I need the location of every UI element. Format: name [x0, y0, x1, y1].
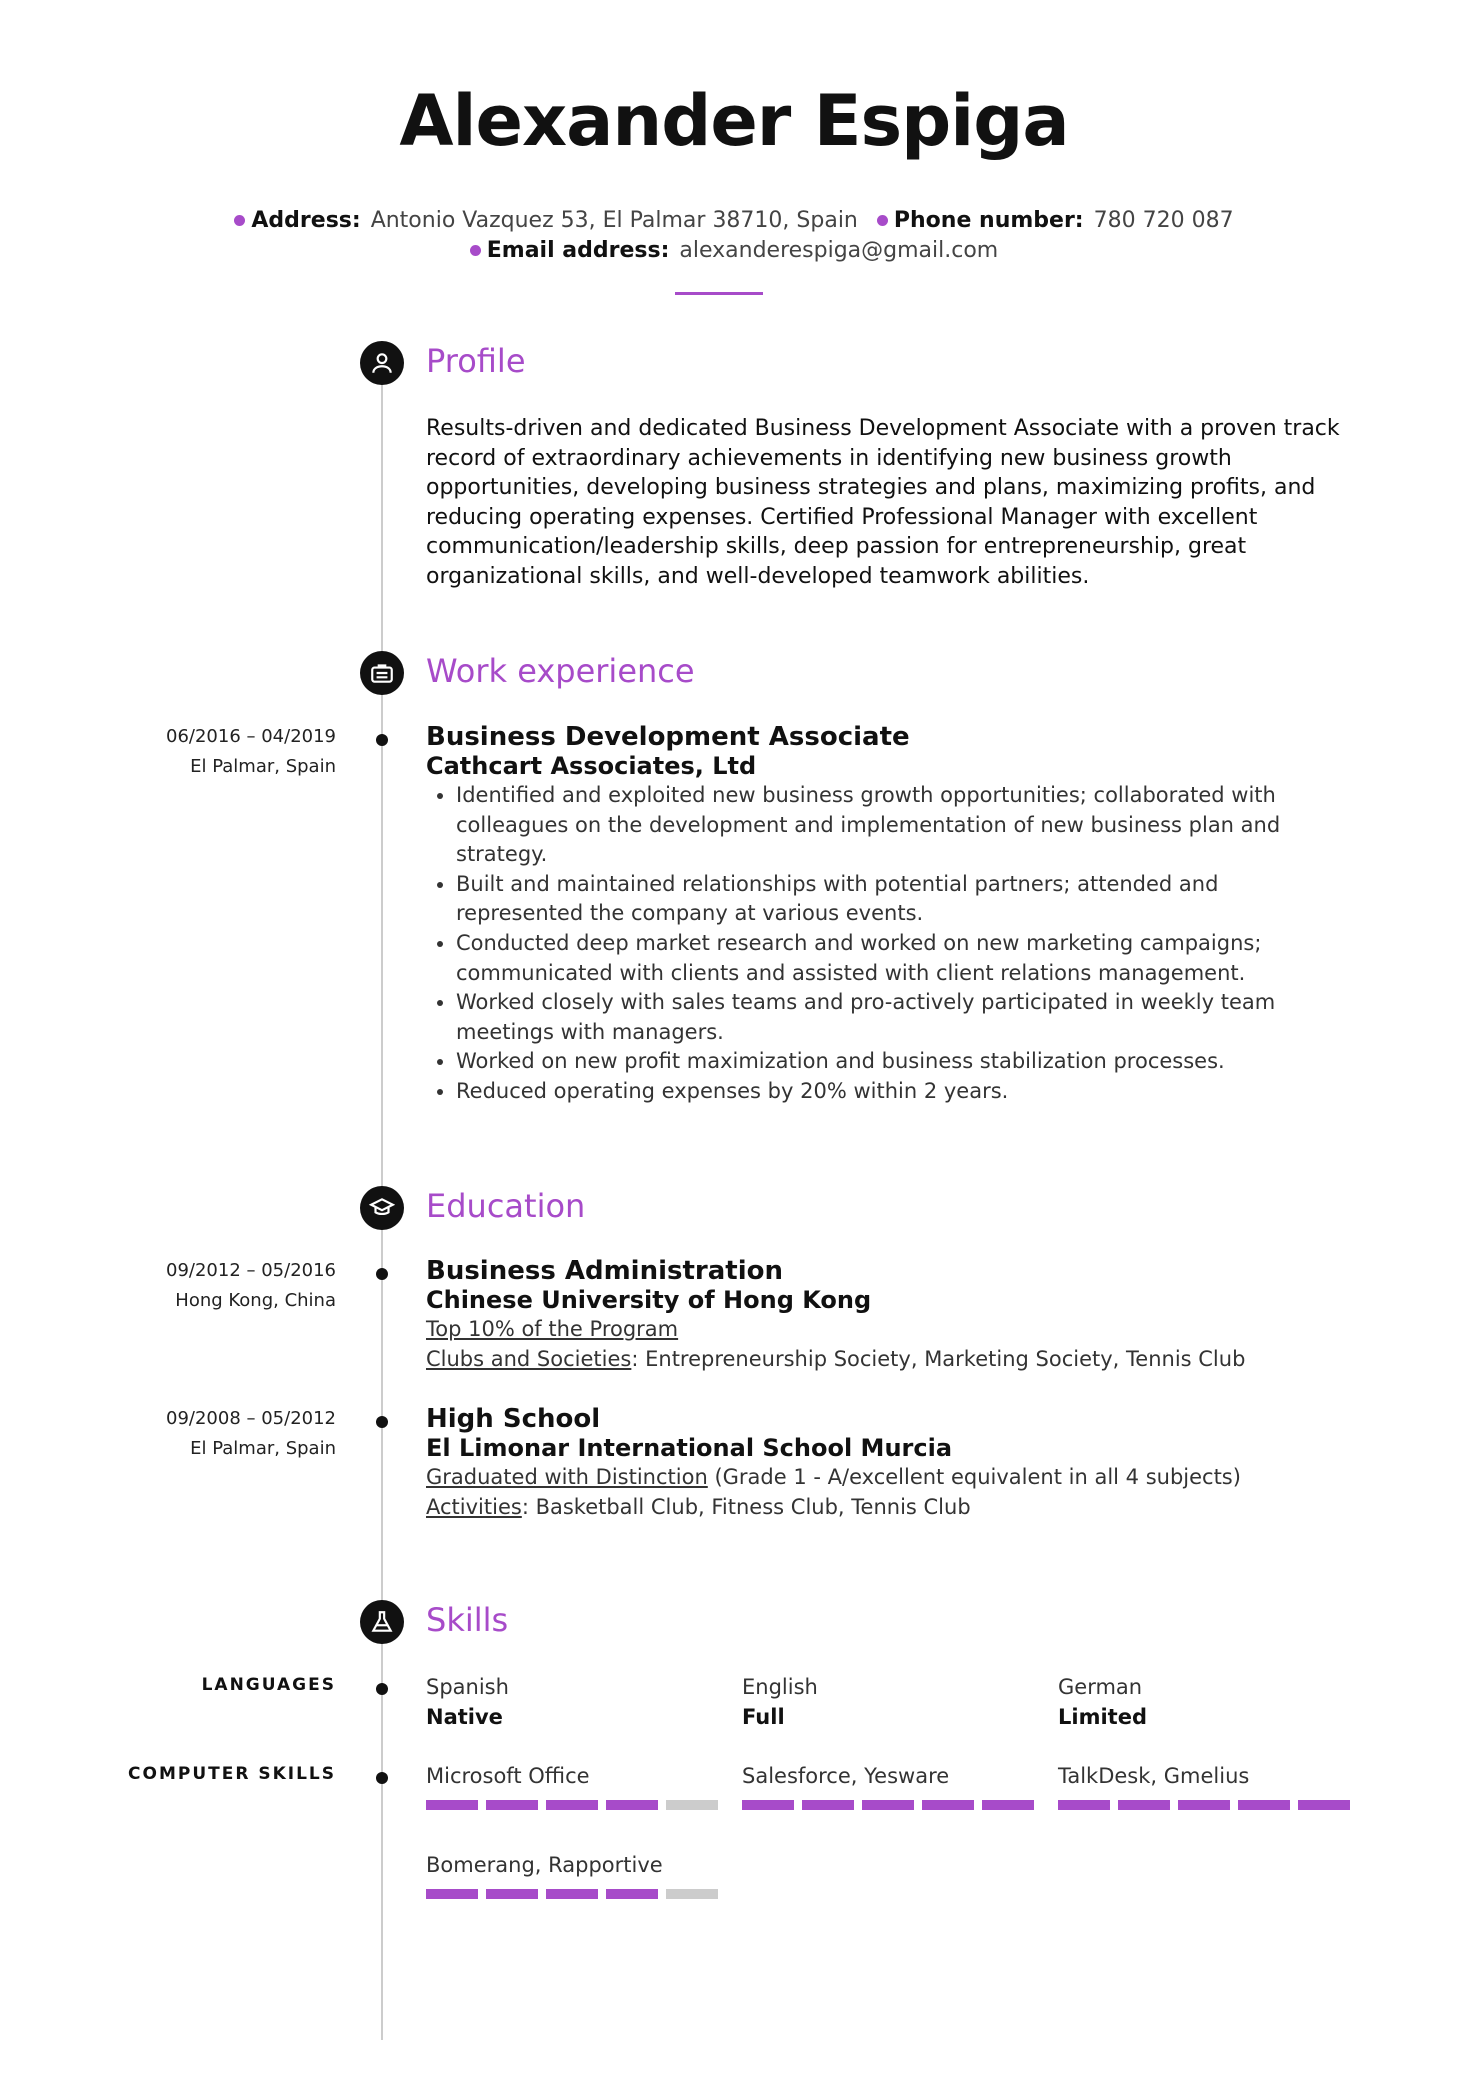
job-entry — [426, 722, 1346, 1107]
language-name: English — [742, 1675, 818, 1699]
rating-segment-filled — [546, 1889, 598, 1899]
computer-skill-name: Bomerang, Rapportive — [426, 1853, 663, 1877]
computer-skill-item — [1058, 1761, 1348, 1791]
edu-detail-text: : Entrepreneurship Society, Marketing Society, Tennis Club — [631, 1346, 1246, 1371]
computer-skill-name: TalkDesk, Gmelius — [1058, 1764, 1250, 1788]
rating-segment-filled — [486, 1800, 538, 1810]
briefcase-icon — [360, 651, 404, 695]
computer-skills-label: COMPUTER SKILLS — [128, 1764, 336, 1784]
rating-segment-empty — [666, 1800, 718, 1810]
rating-segment-filled — [486, 1889, 538, 1899]
rating-segment-filled — [862, 1800, 914, 1810]
rating-segment-filled — [802, 1800, 854, 1810]
rating-segment-filled — [426, 1800, 478, 1810]
rating-segment-filled — [982, 1800, 1034, 1810]
email-item — [470, 238, 999, 263]
computer-skill-name: Salesforce, Yesware — [742, 1764, 950, 1788]
bullet-dot-icon — [470, 245, 481, 256]
list-item: • Reduced operating expenses by 20% within 2 years. — [456, 1077, 1346, 1107]
flask-icon — [360, 1600, 404, 1644]
rating-segment-filled — [546, 1800, 598, 1810]
address-value: Antonio Vazquez 53, El Palmar 38710, Spain — [370, 208, 858, 233]
edu-detail — [426, 1463, 1346, 1493]
timeline-dot — [376, 1268, 388, 1280]
language-level: Full — [742, 1705, 785, 1729]
skills-heading: Skills — [426, 1601, 509, 1639]
edu-detail — [426, 1345, 1346, 1375]
edu-degree: Business Administration — [426, 1256, 784, 1286]
edu-detail — [426, 1493, 1346, 1523]
language-item — [742, 1672, 1032, 1732]
phone-label: Phone number: — [893, 208, 1084, 233]
language-item — [426, 1672, 716, 1732]
email-value: alexanderespiga@gmail.com — [679, 238, 999, 263]
rating-segment-filled — [606, 1889, 658, 1899]
language-level: Limited — [1058, 1705, 1147, 1729]
person-icon — [360, 341, 404, 385]
rating-segment-empty — [666, 1889, 718, 1899]
contact-line-1 — [0, 208, 1468, 233]
skill-rating — [1058, 1800, 1350, 1810]
phone-value: 780 720 087 — [1093, 208, 1234, 233]
graduation-cap-icon — [360, 1186, 404, 1230]
list-item: • Conducted deep market research and worked on new marketing campaigns; communicated with clients and assisted with client relations management. — [456, 929, 1346, 988]
edu-detail-text: : Basketball Club, Fitness Club, Tennis Club — [521, 1494, 971, 1519]
language-item — [1058, 1672, 1348, 1732]
edu-detail-label: Clubs and Societies — [426, 1346, 632, 1371]
edu-entry — [426, 1256, 1346, 1374]
timeline-dot — [376, 734, 388, 746]
edu-detail-label: Top 10% of the Program — [426, 1317, 679, 1341]
edu-detail — [426, 1315, 1346, 1345]
edu-detail-label: Graduated with Distinction — [426, 1465, 708, 1489]
list-item: • Worked on new profit maximization and business stabilization processes. — [456, 1047, 1346, 1077]
edu-location: Hong Kong, China — [175, 1290, 336, 1311]
timeline-dot — [376, 1416, 388, 1428]
skill-rating — [426, 1800, 718, 1810]
rating-segment-filled — [1118, 1800, 1170, 1810]
candidate-name: Alexander Espiga — [399, 80, 1069, 162]
rating-segment-filled — [1178, 1800, 1230, 1810]
job-company: Cathcart Associates, Ltd — [426, 752, 757, 780]
computer-skill-name: Microsoft Office — [426, 1764, 590, 1788]
bullet-dot-icon — [877, 215, 888, 226]
job-title: Business Development Associate — [426, 722, 910, 752]
rating-segment-filled — [742, 1800, 794, 1810]
address-label: Address: — [251, 208, 361, 233]
edu-detail-text: (Grade 1 - A/excellent equivalent in all 4 subjects) — [707, 1465, 1241, 1489]
edu-entry — [426, 1404, 1346, 1522]
skill-rating — [426, 1889, 718, 1899]
language-level: Native — [426, 1705, 503, 1729]
list-item: • Built and maintained relationships with potential partners; attended and represented the company at various events. — [456, 870, 1346, 929]
profile-heading: Profile — [426, 342, 526, 380]
email-label: Email address: — [486, 238, 670, 263]
list-item: • Worked closely with sales teams and pro-actively participated in weekly team meetings with managers. — [456, 988, 1346, 1047]
edu-meta — [36, 1404, 336, 1464]
edu-detail-label: Activities — [426, 1494, 522, 1519]
profile-text: Results-driven and dedicated Business Development Associate with a proven track record of extraordinary achievements in identifying new business growth opportunities, developing business strategies and plans, maximizing profits, and reducing operating expenses. Certified Professional Manager with excellent communication/leadership skills, deep passion for entrepreneurship, great organizational skills, and well-developed teamwork abilities. — [426, 416, 1340, 589]
rating-segment-filled — [426, 1889, 478, 1899]
profile-section — [426, 414, 1346, 592]
rating-segment-filled — [606, 1800, 658, 1810]
language-name: German — [1058, 1675, 1143, 1699]
job-meta — [36, 722, 336, 782]
language-name: Spanish — [426, 1675, 509, 1699]
edu-location: El Palmar, Spain — [190, 1438, 336, 1459]
languages-label: LANGUAGES — [201, 1675, 336, 1695]
edu-dates: 09/2008 – 05/2012 — [166, 1408, 336, 1429]
edu-school: El Limonar International School Murcia — [426, 1434, 953, 1462]
rating-segment-filled — [922, 1800, 974, 1810]
header-divider — [675, 292, 763, 295]
timeline-dot — [376, 1772, 388, 1784]
computer-skill-item — [426, 1850, 716, 1880]
work-heading: Work experience — [426, 652, 695, 690]
edu-meta — [36, 1256, 336, 1316]
job-dates: 06/2016 – 04/2019 — [166, 726, 336, 747]
phone-item — [877, 208, 1234, 233]
address-item — [234, 208, 864, 233]
rating-segment-filled — [1238, 1800, 1290, 1810]
contact-line-2 — [0, 238, 1468, 263]
rating-segment-filled — [1058, 1800, 1110, 1810]
computer-skill-item — [742, 1761, 1032, 1791]
list-item: • Identified and exploited new business growth opportunities; collaborated with colleagues on the development and implementation of new business plan and strategy. — [456, 781, 1346, 870]
job-location: El Palmar, Spain — [190, 756, 336, 777]
bullet-dot-icon — [234, 215, 245, 226]
computer-skill-item — [426, 1761, 716, 1791]
education-heading: Education — [426, 1187, 586, 1225]
rating-segment-filled — [1298, 1800, 1350, 1810]
edu-degree: High School — [426, 1404, 601, 1434]
edu-dates: 09/2012 – 05/2016 — [166, 1260, 336, 1281]
job-bullets — [426, 781, 1346, 1107]
skill-rating — [742, 1800, 1034, 1810]
edu-school: Chinese University of Hong Kong — [426, 1286, 872, 1314]
timeline-dot — [376, 1683, 388, 1695]
